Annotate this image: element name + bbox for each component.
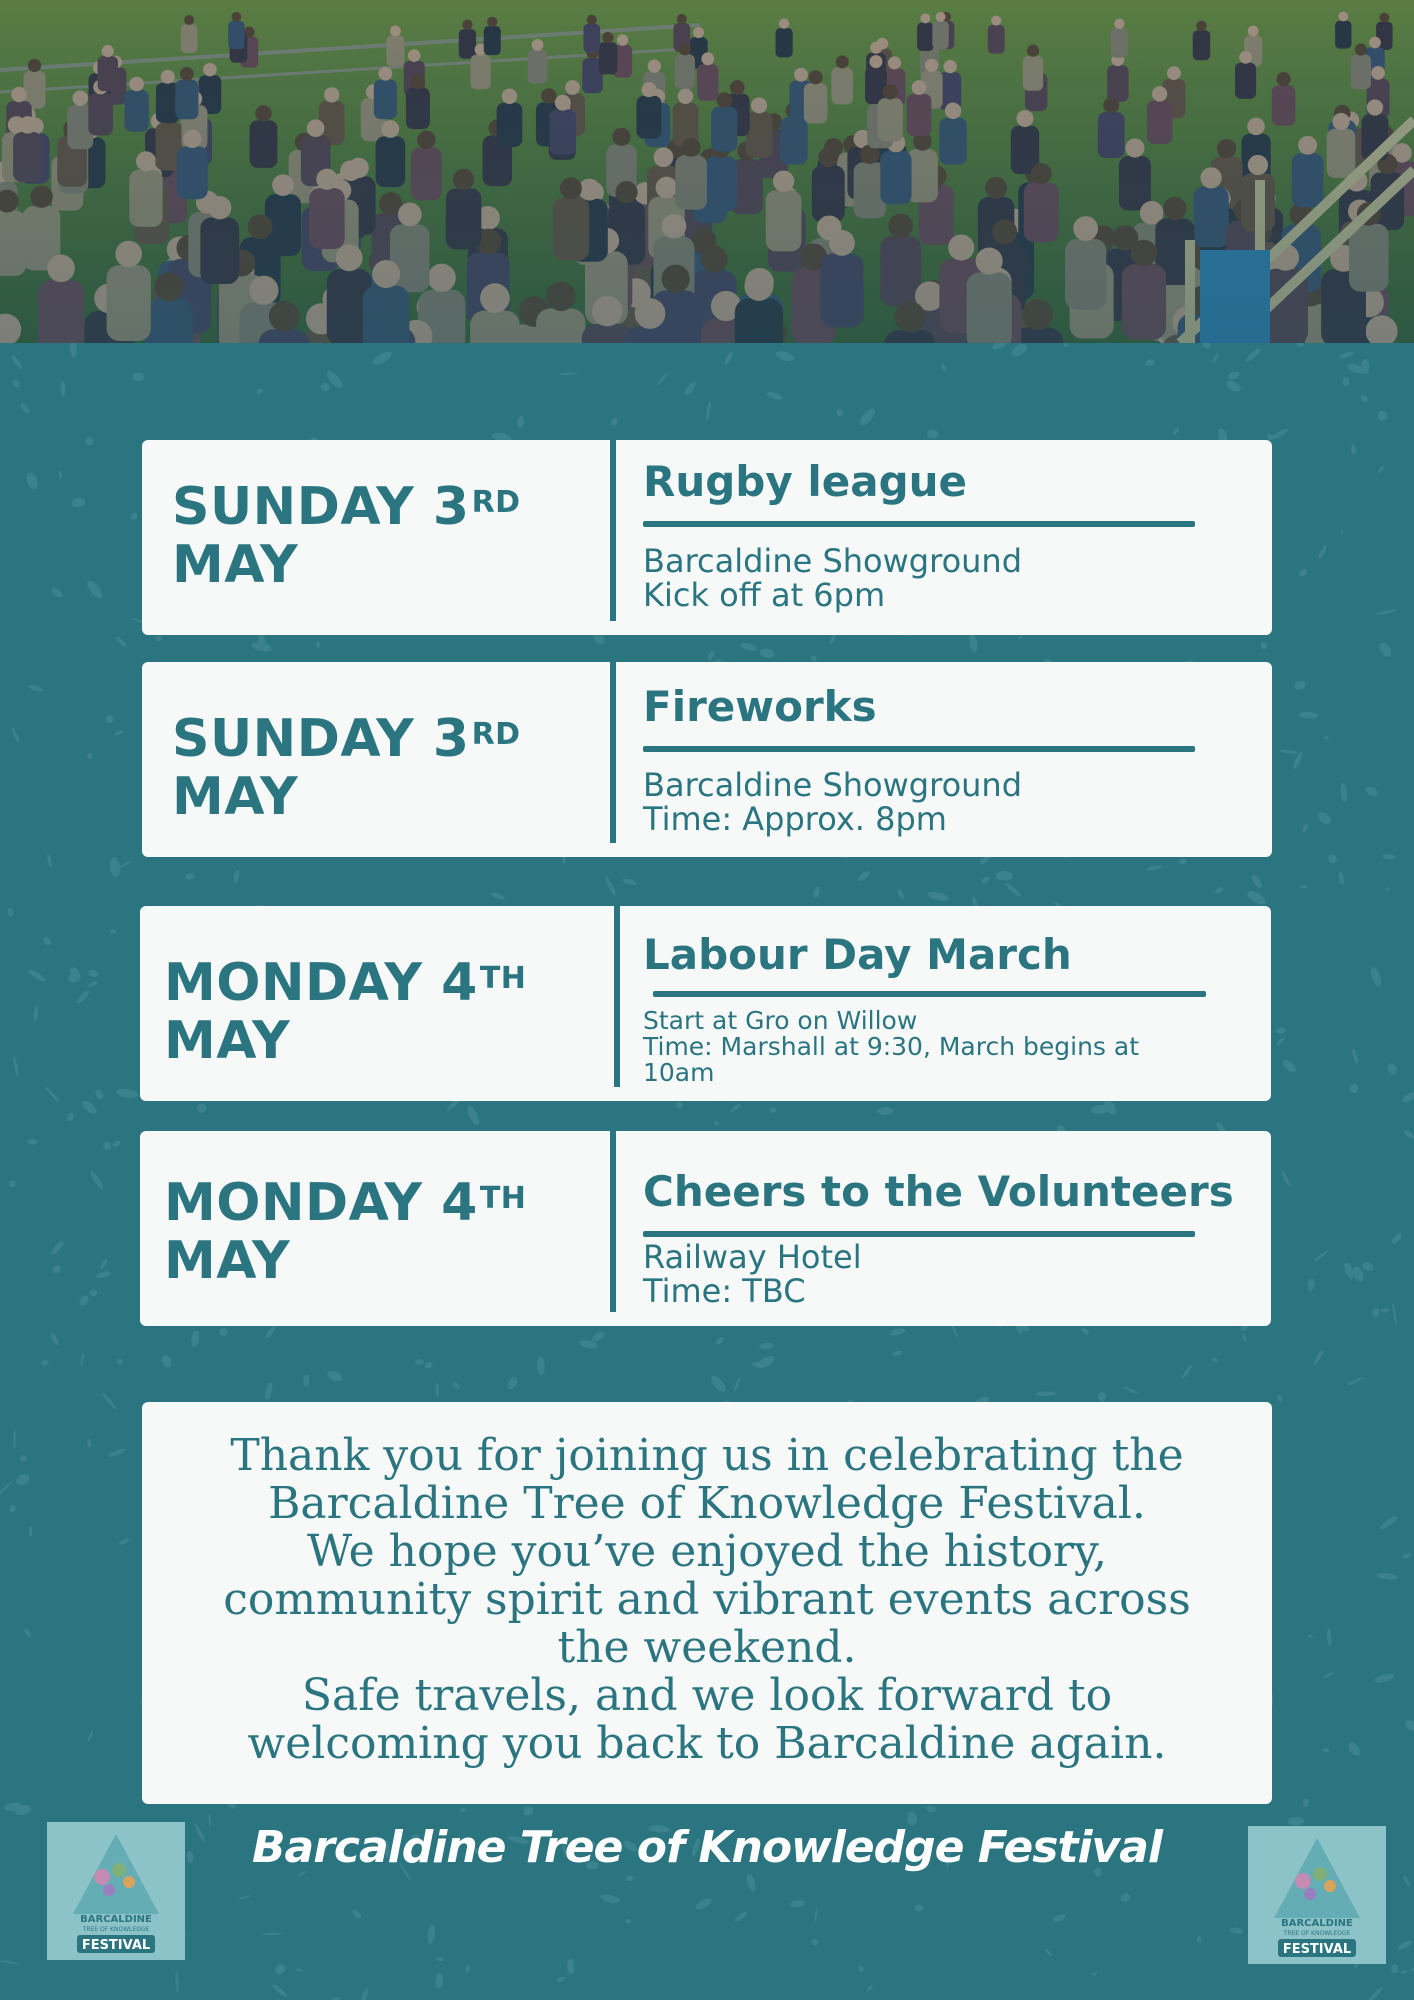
event-detail-line: 10am: [643, 1058, 715, 1087]
event-detail-line: Barcaldine Showground: [643, 766, 1023, 804]
event-details: [643, 1240, 862, 1308]
event-details: [643, 768, 1022, 836]
event-date: [164, 954, 526, 1070]
event-title: Labour Day March: [643, 930, 1072, 979]
footer-festival-title: Barcaldine Tree of Knowledge Festival: [251, 1822, 1163, 1873]
event-day-suffix: RD: [471, 485, 521, 520]
thank-you-line: Barcaldine Tree of Knowledge Festival.: [268, 1478, 1146, 1529]
thank-you-message: [142, 1432, 1272, 1768]
logo-text-3: FESTIVAL: [1282, 1942, 1352, 1957]
event-day: SUNDAY 3: [172, 477, 470, 537]
logo-text-1: BARCALDINE: [1281, 1918, 1353, 1929]
event-day: MONDAY 4: [164, 1173, 478, 1233]
event-details: [643, 544, 1022, 612]
event-title-underline: [643, 521, 1195, 527]
event-day: MONDAY 4: [164, 953, 478, 1013]
festival-logo-left: [47, 1822, 185, 1960]
event-detail-line: Kick off at 6pm: [643, 576, 886, 614]
event-detail-line: Time: Marshall at 9:30, March begins at: [643, 1032, 1140, 1061]
thank-you-line: community spirit and vibrant events across: [223, 1574, 1191, 1625]
thank-you-card: [142, 1402, 1272, 1804]
thank-you-line: the weekend.: [557, 1622, 857, 1673]
thank-you-line: welcoming you back to Barcaldine again.: [247, 1718, 1167, 1769]
event-month: MAY: [164, 1011, 291, 1071]
event-detail-line: Barcaldine Showground: [643, 542, 1023, 580]
event-detail-line: Start at Gro on Willow: [643, 1006, 918, 1035]
event-details: [643, 1008, 1139, 1086]
event-title: Cheers to the Volunteers: [643, 1167, 1234, 1216]
event-month: MAY: [172, 535, 299, 595]
event-title-underline: [643, 1231, 1195, 1237]
event-divider: [614, 906, 620, 1087]
logo-text-2: TREE OF KNOWLEDGE: [1283, 1930, 1351, 1937]
event-title-underline: [643, 746, 1195, 752]
event-day-suffix: RD: [471, 717, 521, 752]
event-divider: [610, 1131, 616, 1312]
event-month: MAY: [164, 1231, 291, 1291]
event-detail-line: Time: Approx. 8pm: [643, 800, 947, 838]
event-detail-line: Railway Hotel: [643, 1238, 862, 1276]
logo-text-1: BARCALDINE: [80, 1914, 152, 1925]
logo-text-2: TREE OF KNOWLEDGE: [82, 1926, 150, 1933]
event-date: [172, 710, 521, 826]
thank-you-line: Thank you for joining us in celebrating the: [230, 1430, 1184, 1481]
thank-you-line: We hope you’ve enjoyed the history,: [306, 1526, 1108, 1577]
event-date: [172, 478, 521, 594]
event-title: Rugby league: [643, 457, 968, 506]
logo-text-3: FESTIVAL: [81, 1938, 151, 1953]
event-detail-line: Time: TBC: [643, 1272, 806, 1310]
event-day-suffix: TH: [479, 961, 527, 996]
hero-crowd-photo: [0, 0, 1414, 343]
event-divider: [610, 662, 616, 843]
event-day: SUNDAY 3: [172, 709, 470, 769]
thank-you-line: Safe travels, and we look forward to: [301, 1670, 1113, 1721]
event-title-underline: [653, 991, 1206, 997]
festival-logo-right: [1248, 1826, 1386, 1964]
event-day-suffix: TH: [479, 1181, 527, 1216]
event-month: MAY: [172, 767, 299, 827]
event-date: [164, 1174, 526, 1290]
event-title: Fireworks: [643, 682, 877, 731]
event-divider: [610, 440, 616, 621]
